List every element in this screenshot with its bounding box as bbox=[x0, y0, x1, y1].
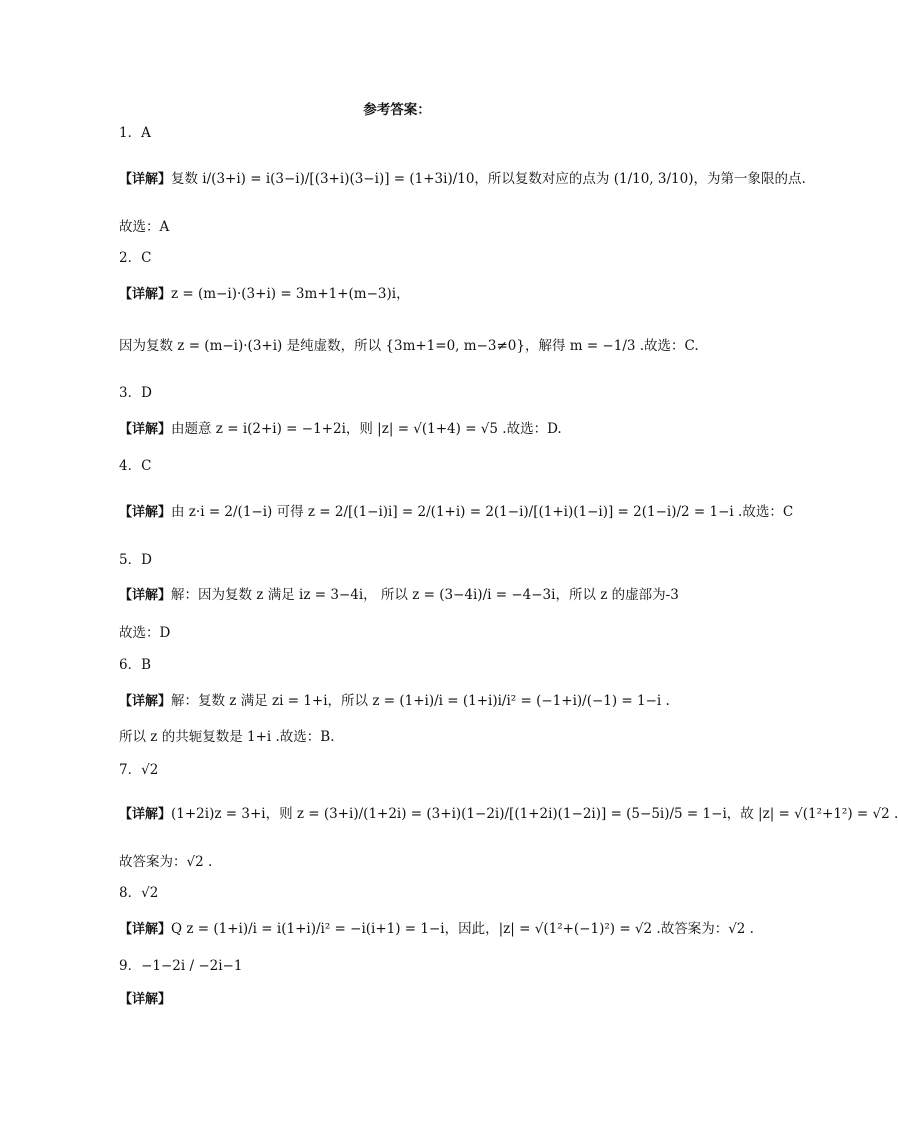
answer-line-11 bbox=[119, 551, 152, 570]
line-text: 解：复数 z 满足 zi = 1+i，所以 z = (1+i)/i = (1+i)i/i² = (−1+i)/(−1) = 1−i . bbox=[171, 693, 670, 709]
line-text: 由题意 z = i(2+i) = −1+2i，则 |z| = √(1+4) = √5 .故选：D. bbox=[171, 421, 562, 437]
detail-tag: 【详解】 bbox=[119, 287, 172, 302]
detail-tag: 【详解】 bbox=[119, 922, 172, 937]
answer-line-1 bbox=[119, 124, 151, 143]
answer-line-15 bbox=[119, 692, 670, 711]
line-text: 2．C bbox=[119, 250, 152, 266]
line-text: 3．D bbox=[119, 385, 152, 401]
line-text: 故答案为：√2 . bbox=[119, 854, 213, 870]
line-text: 故选：D bbox=[119, 625, 171, 641]
page-title: 参考答案： bbox=[363, 102, 431, 118]
answer-line-5 bbox=[119, 285, 410, 304]
line-text: 复数 i/(3+i) = i(3−i)/[(3+i)(3−i)] = (1+3i)/10，所以复数对应的点为 (1/10, 3/10)，为第一象限的点. bbox=[171, 171, 806, 187]
line-text: 9．−1−2i / −2i−1 bbox=[119, 958, 243, 974]
line-text: 7．√2 bbox=[119, 762, 159, 778]
answer-line-4 bbox=[119, 249, 151, 268]
answer-line-18 bbox=[119, 805, 898, 824]
answer-line-22 bbox=[119, 957, 242, 976]
line-text: (1+2i)z = 3+i，则 z = (3+i)/(1+2i) = (3+i)(1−2i)/[(1+2i)(1−2i)] = (5−5i)/5 = 1−i，故 |z| = √(1²+1²) = √2 . bbox=[171, 806, 898, 822]
line-text: z = (m−i)·(3+i) = 3m+1+(m−3)i， bbox=[171, 286, 410, 302]
detail-tag: 【详解】 bbox=[119, 807, 172, 822]
detail-tag: 【详解】 bbox=[119, 422, 172, 437]
answer-line-20 bbox=[119, 884, 158, 903]
answer-line-13 bbox=[119, 624, 170, 643]
line-text: 8．√2 bbox=[119, 885, 159, 901]
line-text: Q z = (1+i)/i = i(1+i)/i² = −i(i+1) = 1−i，因此，|z| = √(1²+(−1)²) = √2 .故答案为：√2 . bbox=[171, 921, 754, 937]
answer-line-16 bbox=[119, 728, 335, 747]
answer-line-2 bbox=[119, 170, 806, 189]
detail-tag: 【详解】 bbox=[119, 172, 172, 187]
line-text: 解：因为复数 z 满足 iz = 3−4i， 所以 z = (3−4i)/i = −4−3i，所以 z 的虚部为-3 bbox=[171, 587, 679, 603]
line-text: 1．A bbox=[119, 125, 151, 141]
detail-tag: 【详解】 bbox=[119, 588, 172, 603]
answer-line-14 bbox=[119, 656, 151, 675]
line-text: 由 z·i = 2/(1−i) 可得 z = 2/[(1−i)i] = 2/(1+i) = 2(1−i)/[(1+i)(1−i)] = 2(1−i)/2 = 1−i .故选：C bbox=[171, 504, 794, 520]
answer-line-7 bbox=[119, 384, 152, 403]
answer-line-6 bbox=[119, 337, 699, 356]
line-text: 5．D bbox=[119, 552, 152, 568]
line-text: 4．C bbox=[119, 458, 152, 474]
answer-line-12 bbox=[119, 586, 679, 605]
line-text: 所以 z 的共轭复数是 1+i .故选：B. bbox=[119, 729, 335, 745]
answer-line-3 bbox=[119, 218, 169, 237]
line-text: 故选：A bbox=[119, 219, 170, 235]
answer-line-9 bbox=[119, 457, 151, 476]
line-text: 因为复数 z = (m−i)·(3+i) 是纯虚数，所以 {3m+1=0, m−3≠0}，解得 m = −1/3 .故选：C. bbox=[119, 338, 699, 354]
line-text: 6．B bbox=[119, 657, 152, 673]
answer-line-23 bbox=[119, 990, 171, 1009]
detail-tag: 【详解】 bbox=[119, 505, 172, 520]
detail-tag: 【详解】 bbox=[119, 694, 172, 709]
answer-line-10 bbox=[119, 503, 793, 522]
answer-line-19 bbox=[119, 853, 212, 872]
detail-tag: 【详解】 bbox=[119, 992, 172, 1007]
answer-line-17 bbox=[119, 761, 158, 780]
answer-line-8 bbox=[119, 420, 562, 439]
answer-line-21 bbox=[119, 920, 754, 939]
